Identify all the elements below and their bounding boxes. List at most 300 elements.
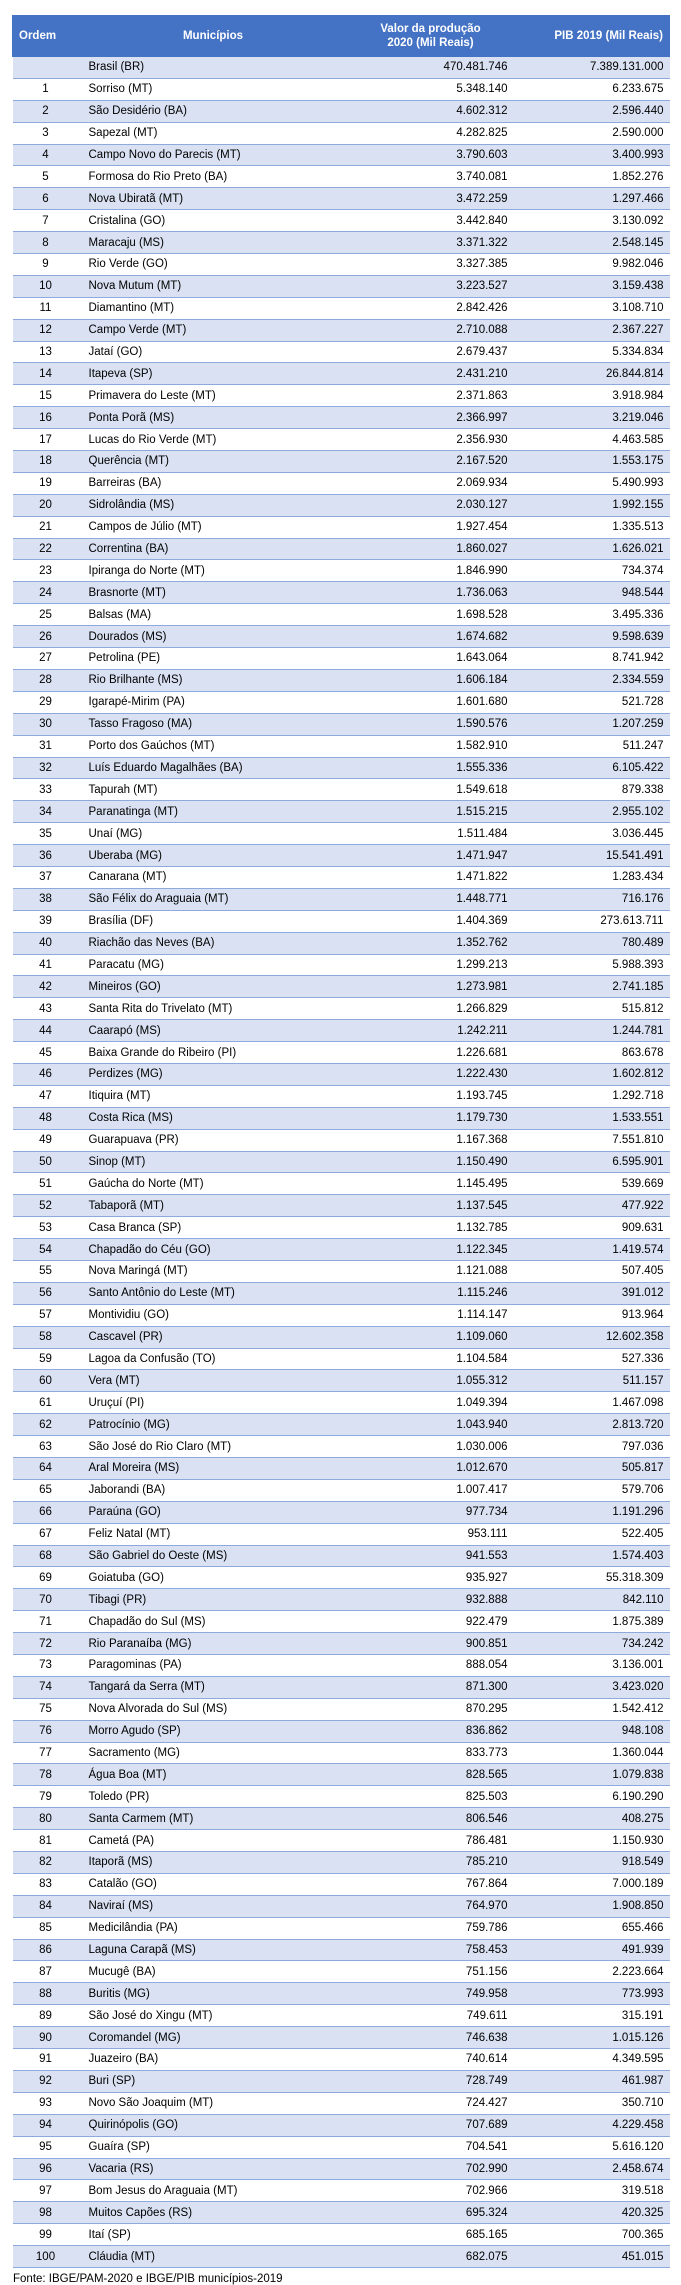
pib-cell: 948.108 — [514, 1720, 670, 1742]
table-row — [13, 1414, 670, 1436]
municipio-cell: Maracaju (MS) — [79, 232, 348, 254]
table-row — [13, 866, 670, 888]
table-row — [13, 363, 670, 385]
rank-cell: 52 — [13, 1195, 79, 1217]
pib-cell: 273.613.711 — [514, 910, 670, 932]
valor-cell: 785.210 — [348, 1852, 514, 1874]
valor-cell: 1.109.060 — [348, 1326, 514, 1348]
rank-cell: 36 — [13, 845, 79, 867]
valor-cell: 1.132.785 — [348, 1217, 514, 1239]
table-row — [13, 1764, 670, 1786]
rank-cell: 38 — [13, 888, 79, 910]
pib-cell: 491.939 — [514, 1939, 670, 1961]
rank-cell: 99 — [13, 2224, 79, 2246]
valor-cell: 707.689 — [348, 2114, 514, 2136]
pib-cell: 1.335.513 — [514, 516, 670, 538]
pib-cell: 797.036 — [514, 1436, 670, 1458]
valor-cell: 695.324 — [348, 2202, 514, 2224]
municipio-cell: Paranatinga (MT) — [79, 801, 348, 823]
table-row — [13, 735, 670, 757]
valor-cell: 1.150.490 — [348, 1151, 514, 1173]
table-row — [13, 1370, 670, 1392]
table-row — [13, 2070, 670, 2092]
table-row — [13, 166, 670, 188]
pib-cell: 539.669 — [514, 1173, 670, 1195]
pib-cell: 2.367.227 — [514, 319, 670, 341]
rank-cell: 54 — [13, 1239, 79, 1261]
valor-cell: 2.431.210 — [348, 363, 514, 385]
pib-cell: 3.108.710 — [514, 297, 670, 319]
pib-cell: 15.541.491 — [514, 845, 670, 867]
municipio-cell: Aral Moreira (MS) — [79, 1458, 348, 1480]
pib-cell: 1.191.296 — [514, 1501, 670, 1523]
valor-cell: 682.075 — [348, 2246, 514, 2268]
municipalities-ranking-table — [12, 15, 670, 2268]
municipio-cell: Canarana (MT) — [79, 866, 348, 888]
municipio-cell: Chapadão do Céu (GO) — [79, 1239, 348, 1261]
rank-cell: 9 — [13, 254, 79, 276]
valor-cell: 749.958 — [348, 1983, 514, 2005]
rank-cell: 3 — [13, 122, 79, 144]
municipio-cell: Lucas do Rio Verde (MT) — [79, 429, 348, 451]
table-row — [13, 1501, 670, 1523]
pib-cell: 1.015.126 — [514, 2027, 670, 2049]
municipio-cell: Itaporã (MS) — [79, 1852, 348, 1874]
rank-cell: 10 — [13, 275, 79, 297]
rank-cell: 62 — [13, 1414, 79, 1436]
pib-cell: 842.110 — [514, 1589, 670, 1611]
municipio-cell: Primavera do Leste (MT) — [79, 385, 348, 407]
municipio-cell: Nova Mutum (MT) — [79, 275, 348, 297]
table-row — [13, 188, 670, 210]
valor-cell: 1.927.454 — [348, 516, 514, 538]
rank-cell: 33 — [13, 779, 79, 801]
valor-cell: 3.790.603 — [348, 144, 514, 166]
rank-cell: 74 — [13, 1676, 79, 1698]
rank-cell: 17 — [13, 429, 79, 451]
table-row — [13, 1698, 670, 1720]
municipio-cell: Nova Ubiratã (MT) — [79, 188, 348, 210]
pib-cell: 780.489 — [514, 932, 670, 954]
rank-cell: 25 — [13, 604, 79, 626]
table-row — [13, 1961, 670, 1983]
table-row — [13, 1348, 670, 1370]
table-row — [13, 1720, 670, 1742]
valor-cell: 786.481 — [348, 1830, 514, 1852]
rank-cell: 39 — [13, 910, 79, 932]
pib-cell: 408.275 — [514, 1808, 670, 1830]
table-row — [13, 1392, 670, 1414]
pib-cell: 2.548.145 — [514, 232, 670, 254]
valor-cell: 836.862 — [348, 1720, 514, 1742]
valor-cell: 1.643.064 — [348, 648, 514, 670]
valor-cell: 746.638 — [348, 2027, 514, 2049]
valor-cell: 4.282.825 — [348, 122, 514, 144]
source-footnote: Fonte: IBGE/PAM-2020 e IBGE/PIB municípios-2019 — [13, 2272, 283, 2285]
pib-cell: 6.595.901 — [514, 1151, 670, 1173]
rank-cell: 35 — [13, 823, 79, 845]
pib-cell: 3.036.445 — [514, 823, 670, 845]
table-row — [13, 1611, 670, 1633]
rank-cell: 73 — [13, 1655, 79, 1677]
rank-cell: 40 — [13, 932, 79, 954]
total-valor: 470.481.746 — [348, 57, 514, 79]
pib-cell: 1.992.155 — [514, 494, 670, 516]
table-row — [13, 254, 670, 276]
municipio-cell: Luís Eduardo Magalhães (BA) — [79, 757, 348, 779]
table-row — [13, 78, 670, 100]
rank-cell: 83 — [13, 1873, 79, 1895]
table-row — [13, 100, 670, 122]
table-row — [13, 954, 670, 976]
pib-cell: 3.130.092 — [514, 210, 670, 232]
valor-cell: 1.511.484 — [348, 823, 514, 845]
municipio-cell: Vera (MT) — [79, 1370, 348, 1392]
pib-cell: 515.812 — [514, 998, 670, 1020]
table-row — [13, 1939, 670, 1961]
valor-cell: 1.145.495 — [348, 1173, 514, 1195]
municipio-cell: Muitos Capões (RS) — [79, 2202, 348, 2224]
pib-cell: 527.336 — [514, 1348, 670, 1370]
valor-cell: 1.193.745 — [348, 1085, 514, 1107]
rank-cell: 80 — [13, 1808, 79, 1830]
rank-cell: 90 — [13, 2027, 79, 2049]
valor-cell: 5.348.140 — [348, 78, 514, 100]
rank-cell: 21 — [13, 516, 79, 538]
table-row — [13, 1567, 670, 1589]
municipio-cell: Novo São Joaquim (MT) — [79, 2092, 348, 2114]
rank-cell: 65 — [13, 1479, 79, 1501]
municipio-cell: Ponta Porã (MS) — [79, 407, 348, 429]
municipio-cell: Paragominas (PA) — [79, 1655, 348, 1677]
table-row — [13, 341, 670, 363]
pib-cell: 734.374 — [514, 560, 670, 582]
pib-cell: 2.458.674 — [514, 2158, 670, 2180]
pib-cell: 579.706 — [514, 1479, 670, 1501]
table-row — [13, 538, 670, 560]
pib-cell: 1.908.850 — [514, 1895, 670, 1917]
table-row — [13, 516, 670, 538]
municipio-cell: Tasso Fragoso (MA) — [79, 713, 348, 735]
pib-cell: 420.325 — [514, 2202, 670, 2224]
municipio-cell: Santa Carmem (MT) — [79, 1808, 348, 1830]
valor-cell: 1.007.417 — [348, 1479, 514, 1501]
municipio-cell: São Gabriel do Oeste (MS) — [79, 1545, 348, 1567]
valor-cell: 833.773 — [348, 1742, 514, 1764]
municipio-cell: Rio Verde (GO) — [79, 254, 348, 276]
table-row — [13, 1983, 670, 2005]
table-row — [13, 560, 670, 582]
municipio-cell: Sacramento (MG) — [79, 1742, 348, 1764]
rank-cell: 78 — [13, 1764, 79, 1786]
municipio-cell: Barreiras (BA) — [79, 472, 348, 494]
municipio-cell: São José do Xingu (MT) — [79, 2005, 348, 2027]
table-row — [13, 2136, 670, 2158]
municipio-cell: Porto dos Gaúchos (MT) — [79, 735, 348, 757]
valor-cell: 1.404.369 — [348, 910, 514, 932]
municipio-cell: Guaíra (SP) — [79, 2136, 348, 2158]
rank-cell: 2 — [13, 100, 79, 122]
pib-cell: 1.207.259 — [514, 713, 670, 735]
table-row — [13, 1808, 670, 1830]
municipio-cell: Perdizes (MG) — [79, 1063, 348, 1085]
municipio-cell: Goiatuba (GO) — [79, 1567, 348, 1589]
rank-cell: 91 — [13, 2049, 79, 2071]
table-row — [13, 1304, 670, 1326]
valor-cell: 932.888 — [348, 1589, 514, 1611]
valor-cell: 4.602.312 — [348, 100, 514, 122]
valor-cell: 806.546 — [348, 1808, 514, 1830]
valor-cell: 1.606.184 — [348, 669, 514, 691]
table-row — [13, 1173, 670, 1195]
header-valor-line1: Valor da produção — [380, 23, 481, 35]
municipio-cell: Ipiranga do Norte (MT) — [79, 560, 348, 582]
valor-cell: 2.371.863 — [348, 385, 514, 407]
municipio-cell: Diamantino (MT) — [79, 297, 348, 319]
municipio-cell: Tibagi (PR) — [79, 1589, 348, 1611]
table-row — [13, 2027, 670, 2049]
municipio-cell: Campo Verde (MT) — [79, 319, 348, 341]
rank-cell: 42 — [13, 976, 79, 998]
municipio-cell: Paraúna (GO) — [79, 1501, 348, 1523]
rank-cell: 69 — [13, 1567, 79, 1589]
rank-cell: 58 — [13, 1326, 79, 1348]
pib-cell: 1.542.412 — [514, 1698, 670, 1720]
table-row — [13, 1085, 670, 1107]
pib-cell: 909.631 — [514, 1217, 670, 1239]
municipio-cell: Itaí (SP) — [79, 2224, 348, 2246]
valor-cell: 828.565 — [348, 1764, 514, 1786]
rank-cell: 13 — [13, 341, 79, 363]
municipio-cell: Nova Alvorada do Sul (MS) — [79, 1698, 348, 1720]
pib-cell: 6.233.675 — [514, 78, 670, 100]
municipio-cell: Laguna Carapã (MS) — [79, 1939, 348, 1961]
valor-cell: 1.012.670 — [348, 1458, 514, 1480]
table-row — [13, 122, 670, 144]
rank-cell: 15 — [13, 385, 79, 407]
rank-cell: 20 — [13, 494, 79, 516]
valor-cell: 759.786 — [348, 1917, 514, 1939]
municipio-cell: Buri (SP) — [79, 2070, 348, 2092]
table-row — [13, 1479, 670, 1501]
table-row — [13, 691, 670, 713]
pib-cell: 1.244.781 — [514, 1020, 670, 1042]
pib-cell: 451.015 — [514, 2246, 670, 2268]
valor-cell: 1.266.829 — [348, 998, 514, 1020]
municipio-cell: São Desidério (BA) — [79, 100, 348, 122]
pib-cell: 1.533.551 — [514, 1107, 670, 1129]
municipio-cell: Toledo (PR) — [79, 1786, 348, 1808]
valor-cell: 702.966 — [348, 2180, 514, 2202]
municipio-cell: Itapeva (SP) — [79, 363, 348, 385]
pib-cell: 1.852.276 — [514, 166, 670, 188]
ranking-table-container — [12, 15, 669, 2285]
rank-cell: 22 — [13, 538, 79, 560]
pib-cell: 461.987 — [514, 2070, 670, 2092]
municipio-cell: Bom Jesus do Araguaia (MT) — [79, 2180, 348, 2202]
valor-cell: 1.674.682 — [348, 626, 514, 648]
table-row — [13, 1655, 670, 1677]
table-row — [13, 1129, 670, 1151]
rank-cell: 59 — [13, 1348, 79, 1370]
municipio-cell: Tangará da Serra (MT) — [79, 1676, 348, 1698]
municipio-cell: Medicilândia (PA) — [79, 1917, 348, 1939]
valor-cell: 740.614 — [348, 2049, 514, 2071]
valor-cell: 3.327.385 — [348, 254, 514, 276]
pib-cell: 3.219.046 — [514, 407, 670, 429]
valor-cell: 1.846.990 — [348, 560, 514, 582]
pib-cell: 6.105.422 — [514, 757, 670, 779]
table-row — [13, 1042, 670, 1064]
pib-cell: 5.616.120 — [514, 2136, 670, 2158]
table-row — [13, 976, 670, 998]
table-row — [13, 1895, 670, 1917]
total-ordem — [13, 57, 79, 79]
pib-cell: 505.817 — [514, 1458, 670, 1480]
valor-cell: 2.842.426 — [348, 297, 514, 319]
municipio-cell: Uruçuí (PI) — [79, 1392, 348, 1414]
table-row — [13, 932, 670, 954]
pib-cell: 5.490.993 — [514, 472, 670, 494]
rank-cell: 72 — [13, 1633, 79, 1655]
pib-cell: 7.000.189 — [514, 1873, 670, 1895]
pib-cell: 1.079.838 — [514, 1764, 670, 1786]
table-row — [13, 713, 670, 735]
pib-cell: 521.728 — [514, 691, 670, 713]
valor-cell: 870.295 — [348, 1698, 514, 1720]
valor-cell: 1.179.730 — [348, 1107, 514, 1129]
table-row — [13, 319, 670, 341]
total-municipio: Brasil (BR) — [79, 57, 348, 79]
municipio-cell: Morro Agudo (SP) — [79, 1720, 348, 1742]
municipio-cell: Tabaporã (MT) — [79, 1195, 348, 1217]
rank-cell: 87 — [13, 1961, 79, 1983]
table-row — [13, 1217, 670, 1239]
pib-cell: 3.918.984 — [514, 385, 670, 407]
pib-cell: 1.283.434 — [514, 866, 670, 888]
rank-cell: 60 — [13, 1370, 79, 1392]
valor-cell: 1.471.947 — [348, 845, 514, 867]
header-valor-line2: 2020 (Mil Reais) — [387, 37, 474, 49]
table-row — [13, 1436, 670, 1458]
table-row — [13, 472, 670, 494]
rank-cell: 31 — [13, 735, 79, 757]
rank-cell: 37 — [13, 866, 79, 888]
valor-cell: 1.582.910 — [348, 735, 514, 757]
valor-cell: 3.740.081 — [348, 166, 514, 188]
municipio-cell: Brasnorte (MT) — [79, 582, 348, 604]
pib-cell: 734.242 — [514, 1633, 670, 1655]
pib-cell: 6.190.290 — [514, 1786, 670, 1808]
rank-cell: 16 — [13, 407, 79, 429]
rank-cell: 56 — [13, 1282, 79, 1304]
pib-cell: 315.191 — [514, 2005, 670, 2027]
table-row — [13, 582, 670, 604]
rank-cell: 28 — [13, 669, 79, 691]
rank-cell: 86 — [13, 1939, 79, 1961]
pib-cell: 2.590.000 — [514, 122, 670, 144]
valor-cell: 1.448.771 — [348, 888, 514, 910]
rank-cell: 8 — [13, 232, 79, 254]
table-row — [13, 2114, 670, 2136]
pib-cell: 2.223.664 — [514, 1961, 670, 1983]
municipio-cell: Sapezal (MT) — [79, 122, 348, 144]
table-row — [13, 779, 670, 801]
pib-cell: 918.549 — [514, 1852, 670, 1874]
rank-cell: 71 — [13, 1611, 79, 1633]
pib-cell: 1.467.098 — [514, 1392, 670, 1414]
table-row — [13, 1151, 670, 1173]
rank-cell: 82 — [13, 1852, 79, 1874]
pib-cell: 1.360.044 — [514, 1742, 670, 1764]
valor-cell: 1.515.215 — [348, 801, 514, 823]
valor-cell: 767.864 — [348, 1873, 514, 1895]
valor-cell: 3.223.527 — [348, 275, 514, 297]
table-row — [13, 2005, 670, 2027]
rank-cell: 93 — [13, 2092, 79, 2114]
municipio-cell: Petrolina (PE) — [79, 648, 348, 670]
table-row — [13, 845, 670, 867]
municipio-cell: Montividiu (GO) — [79, 1304, 348, 1326]
municipio-cell: Casa Branca (SP) — [79, 1217, 348, 1239]
rank-cell: 14 — [13, 363, 79, 385]
header-ordem: Ordem — [13, 16, 79, 57]
rank-cell: 79 — [13, 1786, 79, 1808]
municipio-cell: Mucugê (BA) — [79, 1961, 348, 1983]
municipio-cell: Costa Rica (MS) — [79, 1107, 348, 1129]
rank-cell: 46 — [13, 1063, 79, 1085]
valor-cell: 3.472.259 — [348, 188, 514, 210]
municipio-cell: Coromandel (MG) — [79, 2027, 348, 2049]
rank-cell: 68 — [13, 1545, 79, 1567]
pib-cell: 1.574.403 — [514, 1545, 670, 1567]
rank-cell: 96 — [13, 2158, 79, 2180]
rank-cell: 64 — [13, 1458, 79, 1480]
table-row — [13, 1830, 670, 1852]
table-row — [13, 1917, 670, 1939]
valor-cell: 2.710.088 — [348, 319, 514, 341]
table-row — [13, 1742, 670, 1764]
pib-cell: 2.741.185 — [514, 976, 670, 998]
rank-cell: 5 — [13, 166, 79, 188]
rank-cell: 75 — [13, 1698, 79, 1720]
pib-cell: 655.466 — [514, 1917, 670, 1939]
municipio-cell: Unaí (MG) — [79, 823, 348, 845]
rank-cell: 45 — [13, 1042, 79, 1064]
valor-cell: 1.590.576 — [348, 713, 514, 735]
table-row — [13, 1239, 670, 1261]
pib-cell: 913.964 — [514, 1304, 670, 1326]
pib-cell: 1.150.930 — [514, 1830, 670, 1852]
municipio-cell: Cametá (PA) — [79, 1830, 348, 1852]
pib-cell: 26.844.814 — [514, 363, 670, 385]
rank-cell: 44 — [13, 1020, 79, 1042]
pib-cell: 2.334.559 — [514, 669, 670, 691]
rank-cell: 92 — [13, 2070, 79, 2092]
table-row — [13, 1063, 670, 1085]
rank-cell: 81 — [13, 1830, 79, 1852]
pib-cell: 4.349.595 — [514, 2049, 670, 2071]
valor-cell: 1.352.762 — [348, 932, 514, 954]
municipio-cell: Juazeiro (BA) — [79, 2049, 348, 2071]
pib-cell: 1.875.389 — [514, 1611, 670, 1633]
pib-cell: 3.159.438 — [514, 275, 670, 297]
pib-cell: 350.710 — [514, 2092, 670, 2114]
pib-cell: 1.292.718 — [514, 1085, 670, 1107]
valor-cell: 751.156 — [348, 1961, 514, 1983]
table-row — [13, 1852, 670, 1874]
municipio-cell: Uberaba (MG) — [79, 845, 348, 867]
